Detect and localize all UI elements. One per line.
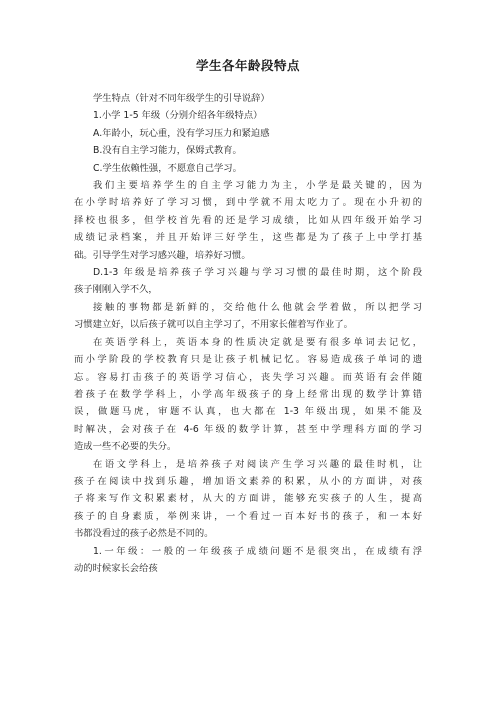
text-line: 接触的事物都是新鲜的，交给他什么他就会学着做，所以把学习: [93, 301, 422, 313]
text-line: 着孩子在数学学科上，小学高年级孩子的身上经常出现的数学计算错: [74, 388, 422, 400]
text-line: B.没有自主学习能力，保姆式教育。: [93, 145, 242, 157]
text-line: 我们主要培养学生的自主学习能力为主，小学是最关键的，因为: [93, 180, 422, 192]
text-line: 子将来写作文积累素材，从大的方面讲，能够充实孩子的人生，提高: [74, 493, 422, 505]
text-line: 书都没看过的孩子必然是不同的。: [74, 528, 214, 540]
text-line: 孩子的自身素质，举例来讲，一个看过一百本好书的孩子，和一本好: [74, 510, 422, 522]
text-line: 成绩记录档案，并且开始评三好学生，这些都是为了孩子上中学打基: [74, 232, 422, 244]
text-line: 择校也很多，但学校首先看的还是学习成绩，比如从四年级开始学习: [74, 214, 422, 226]
text-line: 而小学阶段的学校教育只是让孩子机械记忆。容易造成孩子单词的遗: [74, 354, 422, 366]
text-line: 误，做题马虎，审题不认真，也大都在 1-3 年级出现，如果不能及: [74, 406, 422, 418]
text-line: 在英语学科上，英语本身的性质决定就是要有很多单词去记忆，: [93, 336, 422, 348]
text-line: 1.小学 1-5 年级（分别介绍各年级特点）: [93, 110, 263, 122]
text-line: 孩子刚刚入学不久，: [74, 284, 158, 296]
text-line: 动的时候家长会给孩: [74, 562, 158, 574]
text-line: 1.一年级：一般的一年级孩子成绩问题不是很突出，在成绩有浮: [93, 545, 422, 557]
text-line: 孩子在阅读中找到乐趣，增加语文素养的积累，从小的方面讲，对孩: [74, 475, 422, 487]
text-line: 在小学时培养好了学习习惯，到中学就不用太吃力了。现在小升初的: [74, 197, 422, 209]
text-line: 造成一些不必要的失分。: [74, 441, 177, 453]
text-line: C.学生依赖性强，不愿意自己学习。: [93, 162, 242, 174]
text-line: 时解决，会对孩子在 4-6 年级的数学计算，甚至中学理科方面的学习: [74, 423, 422, 435]
text-line: 础。引导学生对学习感兴趣，培养好习惯。: [74, 249, 251, 261]
text-line: 学生特点（针对不同年级学生的引导说辞）: [93, 93, 270, 104]
text-line: 在语文学科上，是培养孩子对阅读产生学习兴趣的最佳时机，让: [93, 458, 422, 470]
text-line: D.1-3 年级是培养孩子学习兴趣与学习习惯的最佳时期，这个阶段: [93, 267, 422, 279]
text-line: 忘。容易打击孩子的英语学习信心，丧失学习兴趣。而英语有会伴随: [74, 371, 422, 383]
text-line: A.年龄小，玩心重，没有学习压力和紧迫感: [93, 127, 270, 139]
document-title: 学生各年龄段特点: [195, 58, 300, 73]
text-line: 习惯建立好，以后孩子就可以自主学习了，不用家长催着写作业了。: [74, 319, 353, 331]
